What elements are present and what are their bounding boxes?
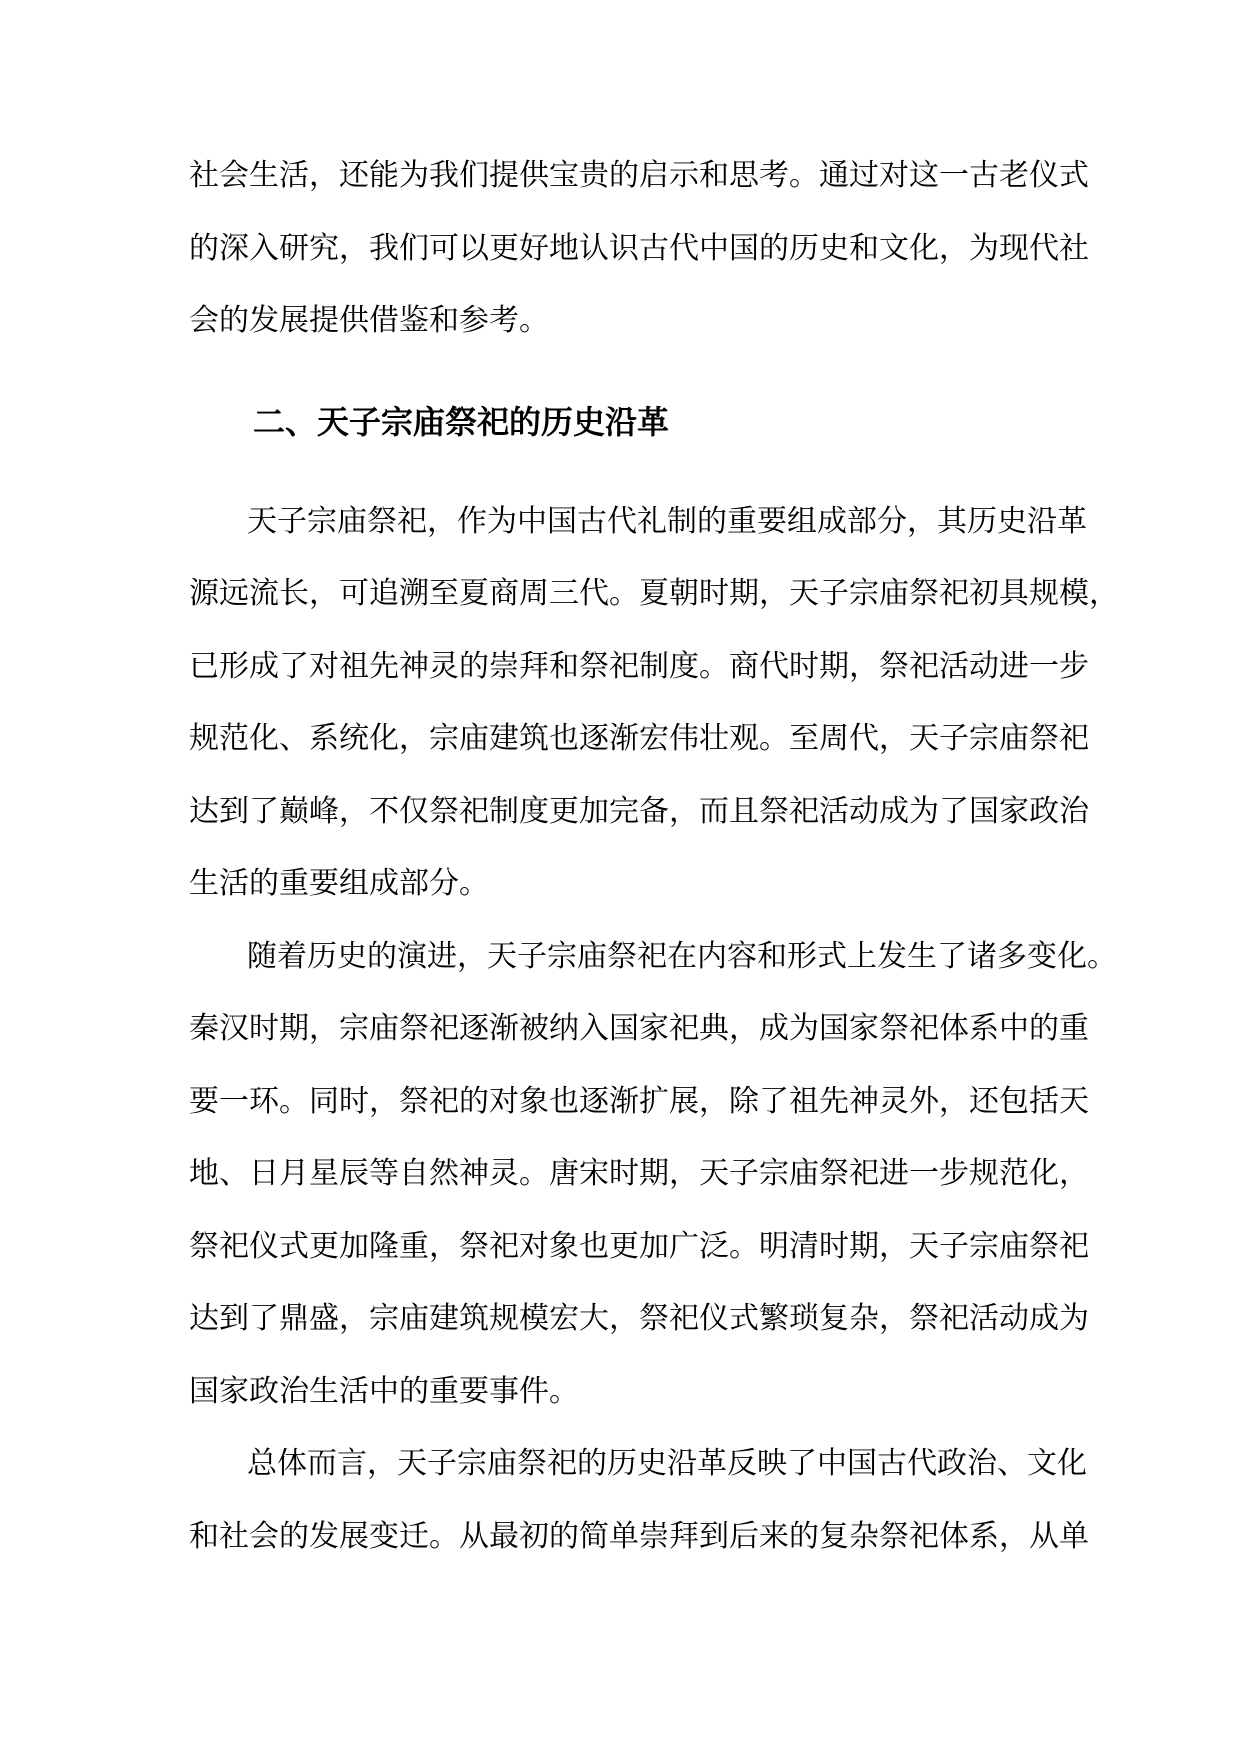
paragraph-line: 生活的重要组成部分。	[189, 866, 489, 901]
paragraph-line: 和社会的发展变迁。从最初的简单崇拜到后来的复杂祭祀体系，从单	[189, 1518, 1089, 1554]
intro-paragraph	[189, 140, 1089, 358]
paragraph-line: 会的发展提供借鉴和参考。	[189, 303, 549, 338]
paragraph-line: 已形成了对祖先神灵的崇拜和祭祀制度。商代时期，祭祀活动进一步	[189, 648, 1089, 684]
paragraph-line: 社会生活，还能为我们提供宝贵的启示和思考。通过对这一古老仪式	[189, 158, 1089, 193]
paragraph-line: 达到了巅峰，不仅祭祀制度更加完备，而且祭祀活动成为了国家政治	[189, 793, 1089, 829]
paragraph-line: 天子宗庙祭祀，作为中国古代礼制的重要组成部分，其历史沿革	[247, 503, 1087, 539]
document-body	[189, 140, 1119, 1573]
paragraph-line: 秦汉时期，宗庙祭祀逐渐被纳入国家祀典，成为国家祭祀体系中的重	[189, 1011, 1089, 1046]
paragraph-line: 要一环。同时，祭祀的对象也逐渐扩展，除了祖先神灵外，还包括天	[189, 1083, 1089, 1119]
paragraph-line: 的深入研究，我们可以更好地认识古代中国的历史和文化，为现代社	[189, 230, 1089, 266]
paragraph-line: 规范化、系统化，宗庙建筑也逐渐宏伟壮观。至周代，天子宗庙祭祀	[189, 721, 1089, 756]
paragraph-history-origin	[189, 486, 1119, 921]
paragraph-line: 祭祀仪式更加隆重，祭祀对象也更加广泛。明清时期，天子宗庙祭祀	[189, 1228, 1089, 1264]
paragraph-line: 地、日月星辰等自然神灵。唐宋时期，天子宗庙祭祀进一步规范化，	[189, 1156, 1089, 1191]
paragraph-line: 总体而言，天子宗庙祭祀的历史沿革反映了中国古代政治、文化	[247, 1446, 1087, 1481]
paragraph-history-summary	[189, 1428, 1089, 1573]
paragraph-line: 国家政治生活中的重要事件。	[189, 1373, 579, 1409]
section-heading: 二、天子宗庙祭祀的历史沿革	[253, 402, 670, 441]
paragraph-line: 源远流长，可追溯至夏商周三代。夏朝时期，天子宗庙祭祀初具规模，	[189, 576, 1119, 611]
paragraph-history-evolution	[189, 921, 1117, 1429]
paragraph-line: 达到了鼎盛，宗庙建筑规模宏大，祭祀仪式繁琐复杂，祭祀活动成为	[189, 1301, 1089, 1336]
paragraph-line: 随着历史的演进，天子宗庙祭祀在内容和形式上发生了诸多变化。	[247, 938, 1117, 974]
